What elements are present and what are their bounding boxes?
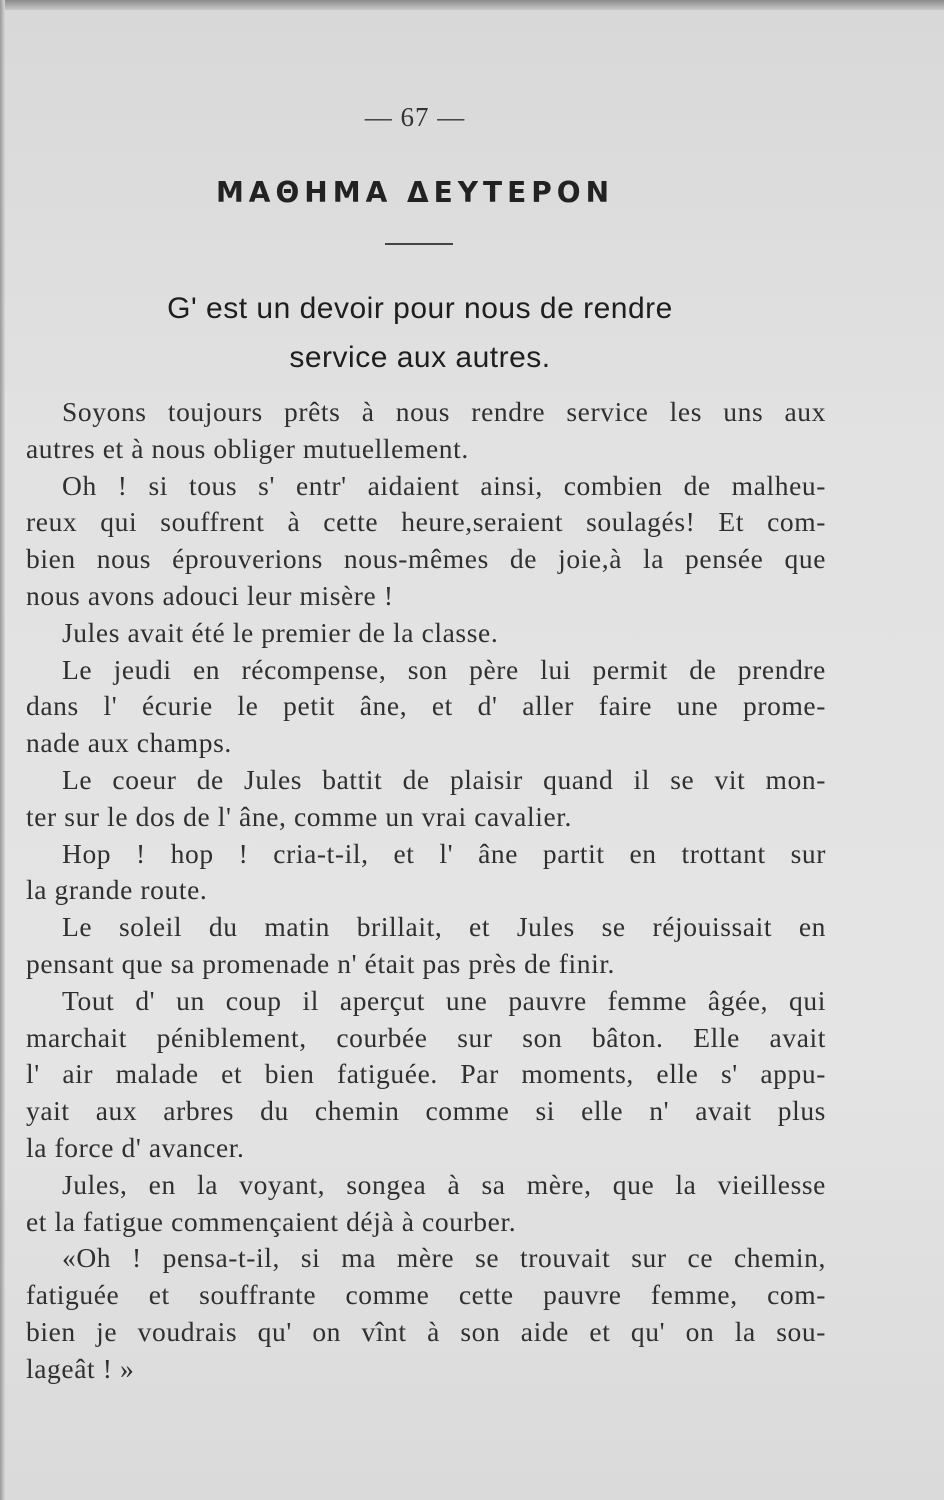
body-text [26,394,826,1388]
text-line: lageât ! » [26,1352,135,1384]
text-line: la force d' avancer. [26,1131,245,1163]
subtitle-line: service aux autres. [289,341,551,374]
text-line: bien je voudrais qu' on vînt à son aide et qu' on la sou- [26,1315,826,1347]
text-line: fatiguée et souffrante comme cette pauvre femme, com- [26,1279,826,1311]
text-line: Le jeudi en récompense, son père lui permit de prendre [62,653,826,685]
text-line: bien nous éprouverions nous-mêmes de joie,à la pensée que [26,543,826,575]
text-line: nade aux champs. [26,727,232,759]
text-line: l' air malade et bien fatiguée. Par moments, elle s' appu- [26,1058,826,1090]
text-line: Tout d' un coup il aperçut une pauvre femme âgée, qui [62,984,826,1016]
text-line: Le soleil du matin brillait, et Jules se réjouissait en [62,911,826,943]
subtitle-line: G' est un devoir pour nous de rendre [167,292,673,325]
text-line: reux qui souffrent à cette heure,seraient soulagés! Et com- [26,506,826,538]
lesson-subtitle [60,284,780,382]
text-line: Jules, en la voyant, songea à sa mère, que la vieillesse [62,1168,826,1200]
text-line: et la fatigue commençaient déjà à courber. [26,1205,517,1237]
text-line: autres et à nous obliger mutuellement. [26,432,469,464]
page-left-edge [0,0,5,1500]
text-line: Oh ! si tous s' entr' aidaient ainsi, combien de malheu- [62,469,826,501]
text-line: Soyons toujours prêts à nous rendre service les uns aux [62,396,826,427]
text-line: «Oh ! pensa-t-il, si ma mère se trouvait sur ce chemin, [62,1242,826,1274]
page-top-edge [0,0,944,10]
text-line: la grande route. [26,874,208,906]
text-line: dans l' écurie le petit âne, et d' aller faire une prome- [26,690,826,722]
text-line: pensant que sa promenade n' était pas près de finir. [26,947,616,979]
lesson-title: ΜΑΘΗΜΑ ΔΕΥΤΕΡΟΝ [215,176,615,209]
page-number: — 67 — [364,102,466,132]
text-line: Jules avait été le premier de la classe. [62,616,499,648]
text-line: Le coeur de Jules battit de plaisir quand il se vit mon- [62,763,826,795]
text-line: yait aux arbres du chemin comme si elle n' avait plus [26,1095,826,1127]
title-divider [385,243,453,245]
text-line: marchait péniblement, courbée sur son bâton. Elle avait [26,1021,826,1053]
text-line: nous avons adouci leur misère ! [26,579,394,611]
text-line: Hop ! hop ! cria-t-il, et l' âne partit en trottant sur [62,837,826,869]
text-line: ter sur le dos de l' âne, comme un vrai cavalier. [26,800,572,832]
